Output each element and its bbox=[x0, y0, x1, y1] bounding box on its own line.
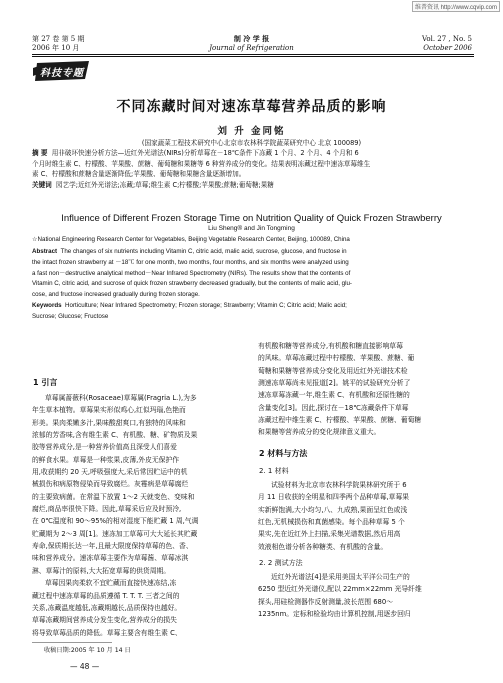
subsection-2-2-heading: 2. 2 测试方法 bbox=[259, 559, 303, 567]
article-title: 不同冻藏时间对速冻草莓营养品质的影响 bbox=[116, 99, 387, 115]
section-stamp bbox=[33, 60, 91, 82]
body-line: 寿命,保质期长达一年,且最大限度保持草莓的色、香、 bbox=[32, 542, 193, 551]
body-line: 关系,冻藏温度越低,冻藏期越长,品质保持也越好。 bbox=[32, 603, 182, 612]
issue-date-en: October 2006 bbox=[423, 44, 472, 52]
abstract-line: 摘 要 用非破坏快速分析方法—近红外光谱法(NIRs)分析草莓在－18℃条件下冻藏 1 个月、2 个月、4 个月和 6 bbox=[32, 149, 359, 157]
body-line: 测速冻草莓尚未见报道[2]。姚平的试验研究分析了 bbox=[258, 379, 411, 388]
body-line: 实新鲜饱满,大小均匀,八、九成熟,果面呈红色或浅 bbox=[258, 505, 408, 514]
body-line: 胶等营养成分,是一种营养价值高且深受人们喜爱 bbox=[32, 443, 177, 452]
body-line: 在 0℃温度和 90～95%的相对湿度下能贮藏 1 周,气调 bbox=[32, 517, 199, 526]
body-line: 腐烂,商品率很快下降。因此,草莓采后应及时预冷, bbox=[32, 505, 182, 514]
body-line: 冻藏过程中维生素 C、柠檬酸、苹果酸、蔗糖、葡萄糖 bbox=[258, 416, 422, 425]
body-line: 含量变化[3]。因此,探讨在－18℃冻藏条件下草莓 bbox=[258, 403, 409, 412]
journal-title-cn: 制 冷 学 报 bbox=[233, 35, 270, 43]
abstract-cn bbox=[32, 148, 472, 190]
abstract-en-line: Vitamin C, citric acid, and sucrose of quick frozen strawberry decreased gradually, but the contents of malic acid, glu- bbox=[32, 280, 352, 288]
keywords-text: 园艺学;近红外光谱法;冻藏;草莓;维生素 C;柠檬酸;苹果酸;蔗糖;葡萄糖;果糖 bbox=[55, 180, 274, 189]
abstract-en-line: the intact frozen strawberry at －18℃ for one month, two months, four months, and six months were analyzed using bbox=[32, 258, 349, 266]
keywords-en-line: Sucrose; Glucose; Fructose bbox=[32, 312, 109, 320]
keywords-line bbox=[32, 180, 472, 191]
received-date-footnote: 收稿日期:2005 年 10 月 14 日 bbox=[44, 647, 131, 654]
english-title: Influence of Different Frozen Storage Time on Nutrition Quality of Quick Frozen Strawberry bbox=[61, 213, 442, 224]
body-line: 有机酸和糖等营养成分,有机酸和糖直接影响草莓 bbox=[258, 342, 403, 350]
left-column-body bbox=[32, 392, 248, 639]
abstract-label: 摘 要 bbox=[32, 149, 48, 157]
body-line: 1235nm。定标和检验均由计算机控制,用逐步回归 bbox=[258, 610, 411, 619]
section-2-heading: 2 材料与方法 bbox=[259, 449, 308, 458]
right-column-methods bbox=[258, 571, 474, 620]
body-line: 贮藏期为 2～3 周[1]。速冻加工草莓可大大延长其贮藏 bbox=[32, 529, 198, 538]
article-authors: 刘 升 金同铭 bbox=[217, 126, 286, 137]
english-affiliation: ☆National Engineering Research Center for Vegetables, Beijing Vegetable Research Center, Beijing, 100089, China bbox=[32, 236, 350, 243]
body-line: 月 11 日收获的全明星和四季两个品种草莓,草莓果 bbox=[258, 493, 410, 502]
journal-title-en: Journal of Refrigeration bbox=[209, 44, 294, 52]
body-line: 形美。果肉柔嫩多汁,果味酸甜爽口,有独特的风味和 bbox=[32, 418, 186, 427]
volume-issue: 第 27 卷 第 5 期 bbox=[32, 35, 85, 43]
body-line: 6250 型近红外光谱仪,配以 22mm×22mm 光导纤维 bbox=[258, 585, 422, 594]
abstract-en-line: a fast non－destructive analytical method－Near Infrared Spectrometry (NIRs). The results show that the contents of bbox=[32, 269, 351, 277]
body-line: 速冻草莓冻藏一年,维生素 C、有机酸和还原性糖的 bbox=[258, 391, 410, 400]
body-line: 的风味。草莓冻藏过程中柠檬酸、苹果酸、蔗糖、葡 bbox=[258, 354, 415, 363]
keywords-label: 关键词 bbox=[32, 180, 52, 189]
body-line: 的主要致病菌。在常温下放置 1～2 天就变色、变味和 bbox=[32, 492, 195, 501]
volume-number-en: Vol. 27 , No. 5 bbox=[421, 35, 472, 43]
abstract-en-label: Abstract bbox=[32, 248, 58, 255]
stamp-label: 科技专题 bbox=[40, 68, 84, 79]
article-affiliation: (国家蔬菜工程技术研究中心北京市农林科学院蔬菜研究中心 北京 100089) bbox=[141, 139, 362, 147]
body-line: 效液相色谱分析各种糖类、有机酸的含量。 bbox=[258, 542, 388, 551]
body-line: 探头,用硅检测器作反射测量,波长范围 680～ bbox=[258, 597, 394, 606]
body-line: 试验材料为北京市农林科学院果林研究所于 6 bbox=[271, 481, 407, 489]
header-rule bbox=[32, 54, 474, 55]
body-line: 将导致草莓品质的降低。草莓主要含有维生素 C、 bbox=[32, 628, 182, 637]
section-1-heading: 1 引言 bbox=[33, 378, 58, 387]
body-line: 浓郁的芳香味,含有维生素 C、有机酸、糖、矿物质及果 bbox=[32, 431, 198, 440]
keywords-en-line: Keywords Horticulture; Near Infrared Spectrometry; Frozen storage; Strawberry; Vitamin C; Citric acid; Malic acid; bbox=[32, 301, 347, 309]
body-line: 近红外光谱法[4]是采用美国太平洋公司生产的 bbox=[271, 573, 410, 581]
keywords-en-label: Keywords bbox=[32, 301, 62, 309]
issue-date: 2006 年 10 月 bbox=[32, 44, 80, 52]
page-number: — 48 — bbox=[70, 662, 100, 671]
body-line: 淋、草莓汁的原料,大大拓宽草莓的供货周期。 bbox=[32, 566, 171, 575]
watermark-banner: 维普资讯 http://www.cqvip.com bbox=[412, 1, 500, 12]
body-line: 萄糖和果糖等营养成分变化及用近红外光谱技术检 bbox=[258, 366, 408, 375]
body-line: 红色,无机械损伤和真菌感染。每个品种草莓 5 个 bbox=[258, 518, 405, 527]
right-column-materials bbox=[258, 479, 474, 553]
body-line: 的鲜食水果。草莓是一种浆果,皮薄,外皮无保护作 bbox=[32, 455, 180, 464]
body-line: 藏过程中速冻草莓的品质遵循 T. T. T. 三者之间的 bbox=[32, 591, 180, 600]
body-line: 草莓因果肉柔软不宜贮藏而直接快速冻结,冻 bbox=[45, 579, 177, 588]
abstract-line: 素 C、柠檬酸和蔗糖含量逐渐降低;苹果酸、葡萄糖和果糖含量逐渐增加。 bbox=[32, 170, 246, 179]
abstract-en-line: cose, and fructose increased gradually during frozen storage. bbox=[32, 291, 200, 299]
body-line: 年生草本植物。草莓果实形似鸡心,红似玛瑙,色艳而 bbox=[32, 406, 186, 415]
english-authors: Liu Sheng® and Jin Tongming bbox=[208, 225, 295, 232]
right-column-top bbox=[258, 340, 474, 439]
body-line: 械损伤和病原物侵染而导致腐烂。灰霉病是草莓腐烂 bbox=[32, 480, 189, 489]
body-line: 和果糖等营养成分的变化规律意义重大。 bbox=[258, 428, 381, 437]
body-line: 草莓冻藏期间营养成分发生变化,营养成分的损失 bbox=[32, 616, 177, 625]
footnote-rule bbox=[32, 642, 112, 643]
body-line: 味和营养成分。速冻草莓主要作为草莓酱、草莓冰淇 bbox=[32, 554, 189, 563]
abstract-en bbox=[32, 247, 472, 323]
body-line: 果实,先在近红外上扫描,采集光谱数据,然后用高 bbox=[258, 530, 401, 539]
body-line: 用,收获期约 20 天,呼吸强度大,采后常因贮运中的机 bbox=[32, 468, 188, 477]
body-line: 草莓属蔷薇科(Rosaceae)草莓属(Fragria L.),为多 bbox=[45, 394, 197, 402]
subsection-2-1-heading: 2. 1 材料 bbox=[259, 467, 289, 475]
header-rule-thin bbox=[32, 56, 474, 57]
abstract-line: 个月时维生素 C、柠檬酸、苹果酸、蔗糖、葡萄糖和果糖等 6 种营养成分的变化。结果表明冻藏过程中速冻草莓维生 bbox=[32, 159, 371, 168]
abstract-en-line: Abstract The changes of six nutrients including Vitamin C, citric acid, malic acid, sucrose, glucose, and fructose in bbox=[32, 248, 347, 255]
